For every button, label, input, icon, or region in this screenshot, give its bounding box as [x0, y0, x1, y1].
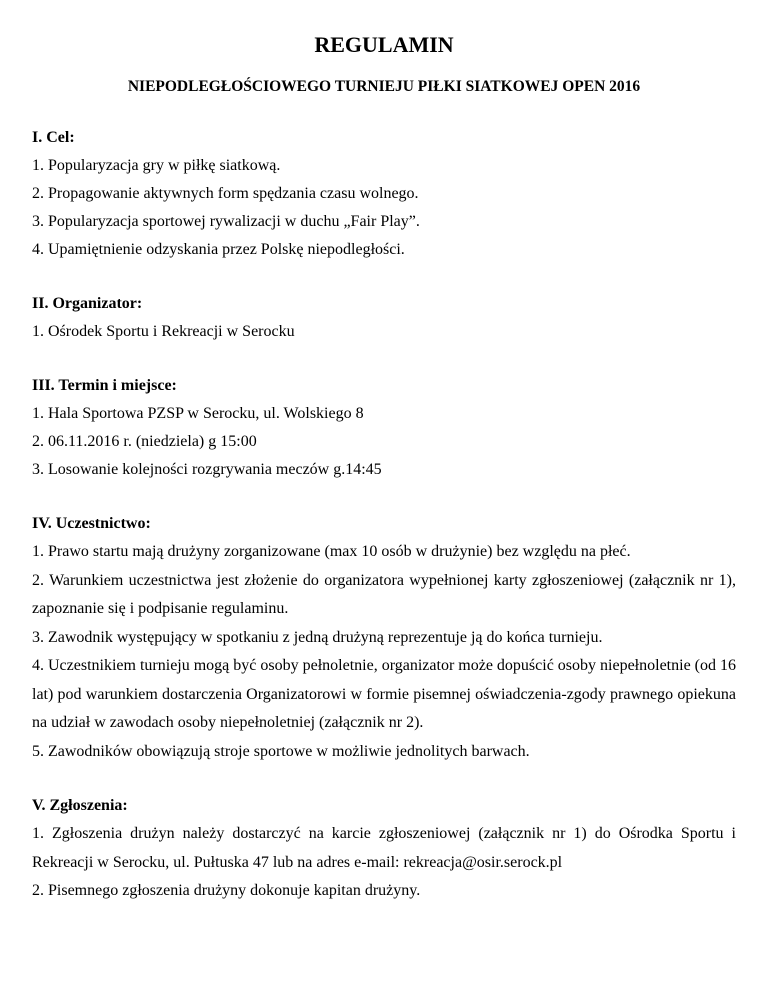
document-page [32, 30, 736, 906]
section-cel [32, 124, 736, 264]
list-item: 1. Prawo startu mają drużyny zorganizowane (max 10 osób w drużynie) bez względu na płeć. [32, 543, 631, 560]
section-termin [32, 372, 736, 484]
list-item: 2. Propagowanie aktywnych form spędzania czasu wolnego. [32, 185, 419, 202]
section-heading: II. Organizator: [32, 295, 143, 312]
section-heading: V. Zgłoszenia: [32, 797, 128, 814]
list-item: 4. Uczestnikiem turnieju mogą być osoby pełnoletnie, organizator może dopuścić osoby niepełnoletnie (od 16 lat) pod warunkiem dostarczenia Organizatorowi w formie pisemnej oświadczenia-zgody prawnego opiekuna na udział w zawodach osoby niepełnoletniej (załącznik nr 2). [32, 657, 736, 731]
list-item: 2. Warunkiem uczestnictwa jest złożenie do organizatora wypełnionej karty zgłoszeniowej (załącznik nr 1), zapoznanie się i podpisanie regulaminu. [32, 571, 736, 617]
section-heading: IV. Uczestnictwo: [32, 515, 151, 532]
section-uczestnictwo [32, 510, 736, 766]
document-subtitle: NIEPODLEGŁOŚCIOWEGO TURNIEJU PIŁKI SIATKOWEJ OPEN 2016 [127, 78, 641, 95]
list-item: 3. Losowanie kolejności rozgrywania meczów g.14:45 [32, 461, 382, 478]
section-heading: III. Termin i miejsce: [32, 377, 177, 394]
section-organizator [32, 290, 736, 346]
list-item: 1. Popularyzacja gry w piłkę siatkową. [32, 157, 281, 174]
list-item: 1. Hala Sportowa PZSP w Serocku, ul. Wolskiego 8 [32, 405, 364, 422]
list-item: 3. Popularyzacja sportowej rywalizacji w duchu „Fair Play”. [32, 213, 420, 230]
list-item: 2. 06.11.2016 r. (niedziela) g 15:00 [32, 433, 257, 450]
section-zgloszenia [32, 792, 736, 906]
section-heading: I. Cel: [32, 129, 75, 146]
list-item: 2. Pisemnego zgłoszenia drużyny dokonuje kapitan drużyny. [32, 882, 421, 899]
document-title: REGULAMIN [314, 32, 454, 57]
list-item: 5. Zawodników obowiązują stroje sportowe w możliwie jednolitych barwach. [32, 742, 530, 760]
list-item: 1. Ośrodek Sportu i Rekreacji w Serocku [32, 323, 295, 340]
list-item: 3. Zawodnik występujący w spotkaniu z jedną drużyną reprezentuje ją do końca turnieju. [32, 628, 603, 646]
list-item: 1. Zgłoszenia drużyn należy dostarczyć na karcie zgłoszeniowej (załącznik nr 1) do Ośrodka Sportu i Rekreacji w Serocku, ul. Pułtuska 47 lub na adres e-mail: rekreacja@osir.serock.pl [32, 825, 736, 871]
list-item: 4. Upamiętnienie odzyskania przez Polskę niepodległości. [32, 241, 405, 258]
